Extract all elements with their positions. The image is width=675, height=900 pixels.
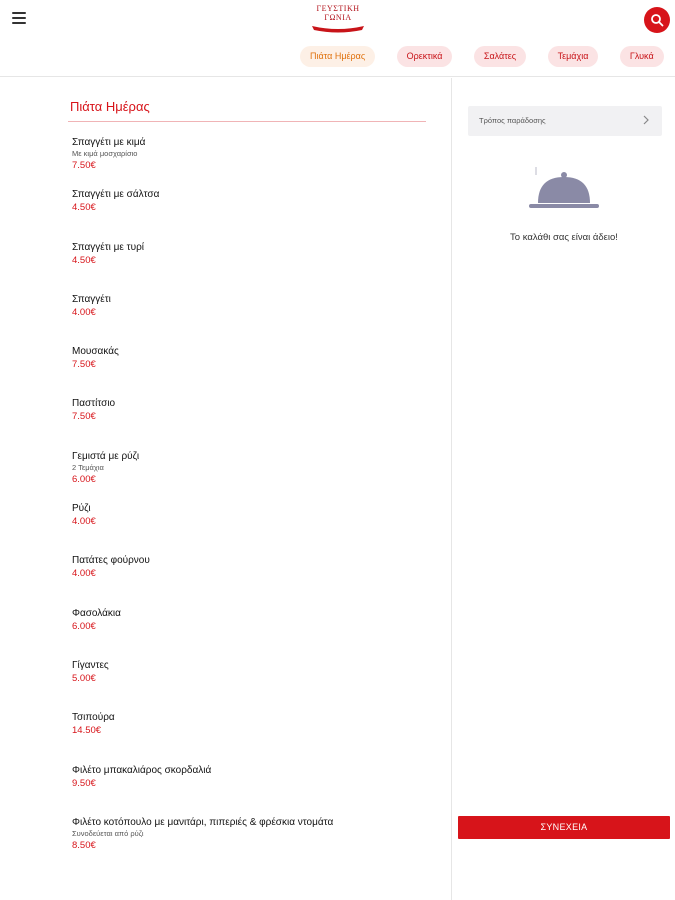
item-name: Φιλέτο κοτόπουλο με μανιτάρι, πιπεριές & φρέσκια ντομάτα: [72, 816, 334, 828]
menu-item[interactable]: [72, 659, 442, 711]
menu-item[interactable]: [72, 450, 442, 502]
item-name: Πατάτες φούρνου: [72, 555, 150, 567]
item-name: Μουσακάς: [72, 346, 119, 358]
item-name: Σπαγγέτι με κιμά: [72, 137, 146, 148]
item-price: 9.50€: [72, 777, 96, 789]
delivery-method-selector[interactable]: [468, 106, 662, 136]
menu-item[interactable]: [72, 136, 442, 188]
menu-list-panel[interactable]: [0, 78, 452, 900]
item-name: Γεμιστά με ρύζι: [72, 450, 140, 462]
menu-item[interactable]: [72, 607, 442, 659]
section-title: Πιάτα Ημέρας: [70, 99, 150, 114]
menu-item[interactable]: [72, 293, 442, 345]
item-price: 8.50€: [72, 839, 96, 851]
item-price: 14.50€: [72, 725, 102, 737]
cart-panel: [453, 78, 675, 900]
menu-item[interactable]: [72, 554, 442, 606]
cloche-icon: [528, 165, 600, 215]
empty-cart-message: Το καλάθι σας είναι άδειο!: [510, 232, 618, 243]
tab-salates[interactable]: Σαλάτες: [474, 46, 526, 67]
item-price: 7.50€: [72, 359, 96, 371]
item-price: 7.50€: [72, 160, 96, 171]
menu-item[interactable]: [72, 345, 442, 397]
logo-line2: ΓΩΝΙΑ: [324, 13, 352, 22]
chevron-right-icon: [642, 114, 650, 126]
menu-items: [72, 136, 442, 868]
search-icon: [650, 13, 664, 27]
search-button[interactable]: [644, 7, 670, 33]
logo-line1: ΓΕΥΣΤΙΚΗ: [316, 4, 360, 13]
item-name: Παστίτσιο: [72, 398, 116, 410]
delivery-method-label: Τρόπος παράδοσης: [479, 116, 546, 125]
hamburger-menu-icon[interactable]: [12, 12, 26, 24]
item-price: 6.00€: [72, 473, 96, 485]
item-description: 2 Τεμάχια: [72, 462, 104, 472]
item-price: 4.00€: [72, 306, 96, 318]
tab-temaxia[interactable]: Τεμάχια: [548, 46, 599, 67]
item-name: Ρύζι: [72, 503, 91, 515]
item-name: Σπαγγέτι με σάλτσα: [72, 189, 160, 201]
continue-button[interactable]: ΣΥΝΕΧΕΙΑ: [458, 816, 670, 839]
item-price: 4.00€: [72, 568, 96, 580]
tab-piata-imeras[interactable]: Πιάτα Ημέρας: [300, 46, 375, 67]
menu-item[interactable]: [72, 241, 442, 293]
menu-item[interactable]: [72, 764, 442, 816]
menu-item[interactable]: [72, 816, 442, 868]
header: [0, 0, 675, 77]
item-price: 7.50€: [72, 411, 96, 423]
item-price: 4.50€: [72, 254, 96, 266]
menu-item[interactable]: [72, 188, 442, 240]
menu-item[interactable]: [72, 397, 442, 449]
item-name: Σπαγγέτι με τυρί: [72, 241, 144, 253]
item-name: Φιλέτο μπακαλιάρος σκορδαλιά: [72, 764, 212, 776]
item-description: Με κιμά μοσχαρίσιο: [72, 149, 138, 158]
item-name: Φασολάκια: [72, 607, 121, 619]
item-name: Τσιπούρα: [72, 712, 115, 724]
item-price: 6.00€: [72, 620, 96, 632]
item-price: 4.00€: [72, 516, 96, 528]
item-name: Γίγαντες: [72, 659, 109, 671]
tab-orektika[interactable]: Ορεκτικά: [397, 46, 453, 67]
item-description: Συνοδεύεται από ρύζι: [72, 828, 144, 838]
section-divider: [68, 121, 426, 122]
item-price: 5.00€: [72, 672, 96, 684]
item-name: Σπαγγέτι: [72, 293, 111, 305]
menu-item[interactable]: [72, 502, 442, 554]
logo[interactable]: [306, 4, 370, 38]
item-price: 4.50€: [72, 202, 96, 214]
tab-glyka[interactable]: Γλυκά: [620, 46, 664, 67]
category-tabs: [300, 46, 675, 68]
logo-ribbon-icon: [310, 23, 366, 33]
menu-item[interactable]: [72, 711, 442, 763]
